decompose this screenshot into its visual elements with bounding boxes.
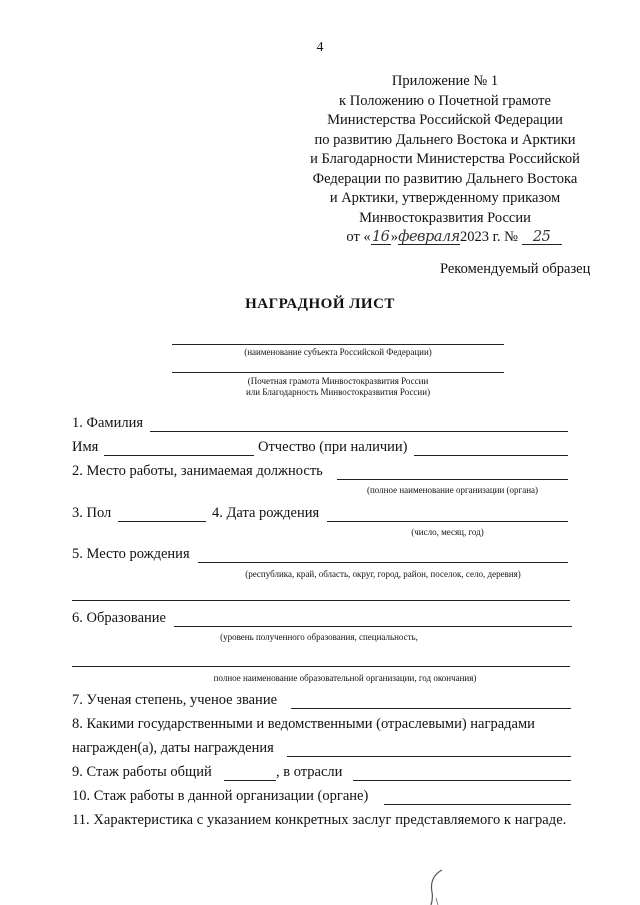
surname-label: 1. Фамилия [72,415,143,431]
sex-line[interactable] [118,521,206,522]
date-mid: » [390,229,398,245]
appendix-line: и Арктики, утвержденному приказом [329,190,561,206]
award-caption-2: или Благодарность Минвостокразвития России) [245,387,431,397]
order-date-line [318,228,590,248]
degree-line[interactable] [291,708,571,709]
birthplace-line-2[interactable] [72,600,570,601]
sex-label: 3. Пол [72,505,112,521]
award-type-line[interactable] [172,372,504,373]
birthplace-line[interactable] [198,562,568,563]
date-year: 2023 г. № [459,229,518,245]
name-line[interactable] [104,455,254,456]
recommended-sample: Рекомендуемый образец [440,261,591,277]
education-label: 6. Образование [72,610,166,626]
date-prefix: от « [346,229,371,245]
form-title: НАГРАДНОЙ ЛИСТ [245,296,395,312]
degree-label: 7. Ученая степень, ученое звание [72,692,278,708]
appendix-line: к Положению о Почетной грамоте [339,92,551,109]
order-number: 25 [522,230,562,245]
appendix-line: Минвостокразвития России [359,209,531,226]
experience-industry-line[interactable] [353,780,571,781]
characteristic-label: 11. Характеристика с указанием конкретных заслуг представляемого к награде. [72,812,567,828]
education-line[interactable] [174,626,572,627]
date-caption: (число, месяц, год) [411,527,484,537]
patronymic-label: Отчество (при наличии) [258,439,408,455]
birthplace-label: 5. Место рождения [72,546,190,562]
appendix-line: Министерства Российской Федерации [327,112,563,128]
birthdate-label: 4. Дата рождения [212,505,320,521]
org-experience-label: 10. Стаж работы в данной организации (органе) [72,788,369,804]
birthdate-line[interactable] [327,521,568,522]
education-caption-2: полное наименование образовательной организации, год окончания) [213,673,477,683]
awards-label: 8. Какими государственными и ведомственными (отраслевыми) наградами [72,716,535,732]
workplace-label: 2. Место работы, занимаемая должность [72,463,323,479]
date-day: 16 [371,229,390,245]
appendix-line: Федерации по развитию Дальнего Востока [312,170,578,187]
appendix-line: и Благодарности Министерства Российской [310,151,580,167]
awards-label-2: награжден(а), даты награждения [72,740,274,756]
patronymic-line[interactable] [414,455,568,456]
page-number: 4 [316,40,324,55]
award-caption-1: (Почетная грамота Минвостокразвития России [247,376,429,386]
workplace-line[interactable] [337,479,568,480]
experience-total-line[interactable] [224,780,276,781]
experience-label: 9. Стаж работы общий [72,764,212,780]
org-caption: (полное наименование организации (органа) [366,485,539,495]
signature-mark [420,868,460,905]
surname-line[interactable] [150,431,568,432]
subject-caption: (наименование субъекта Российской Федерации) [244,347,432,357]
date-month: февраля [398,229,460,245]
appendix-line: Приложение № 1 [391,73,499,89]
name-label: Имя [72,439,99,455]
place-caption: (республика, край, область, округ, город, район, поселок, село, деревня) [245,569,521,579]
appendix-line: по развитию Дальнего Востока и Арктики [314,131,576,148]
education-caption-1: (уровень полученного образования, специальность, [220,632,418,642]
subject-line[interactable] [172,344,504,345]
awards-line[interactable] [287,756,571,757]
education-line-2[interactable] [72,666,570,667]
industry-experience-label: , в отрасли [276,764,343,780]
org-experience-line[interactable] [384,804,571,805]
appendix-block [300,72,590,248]
